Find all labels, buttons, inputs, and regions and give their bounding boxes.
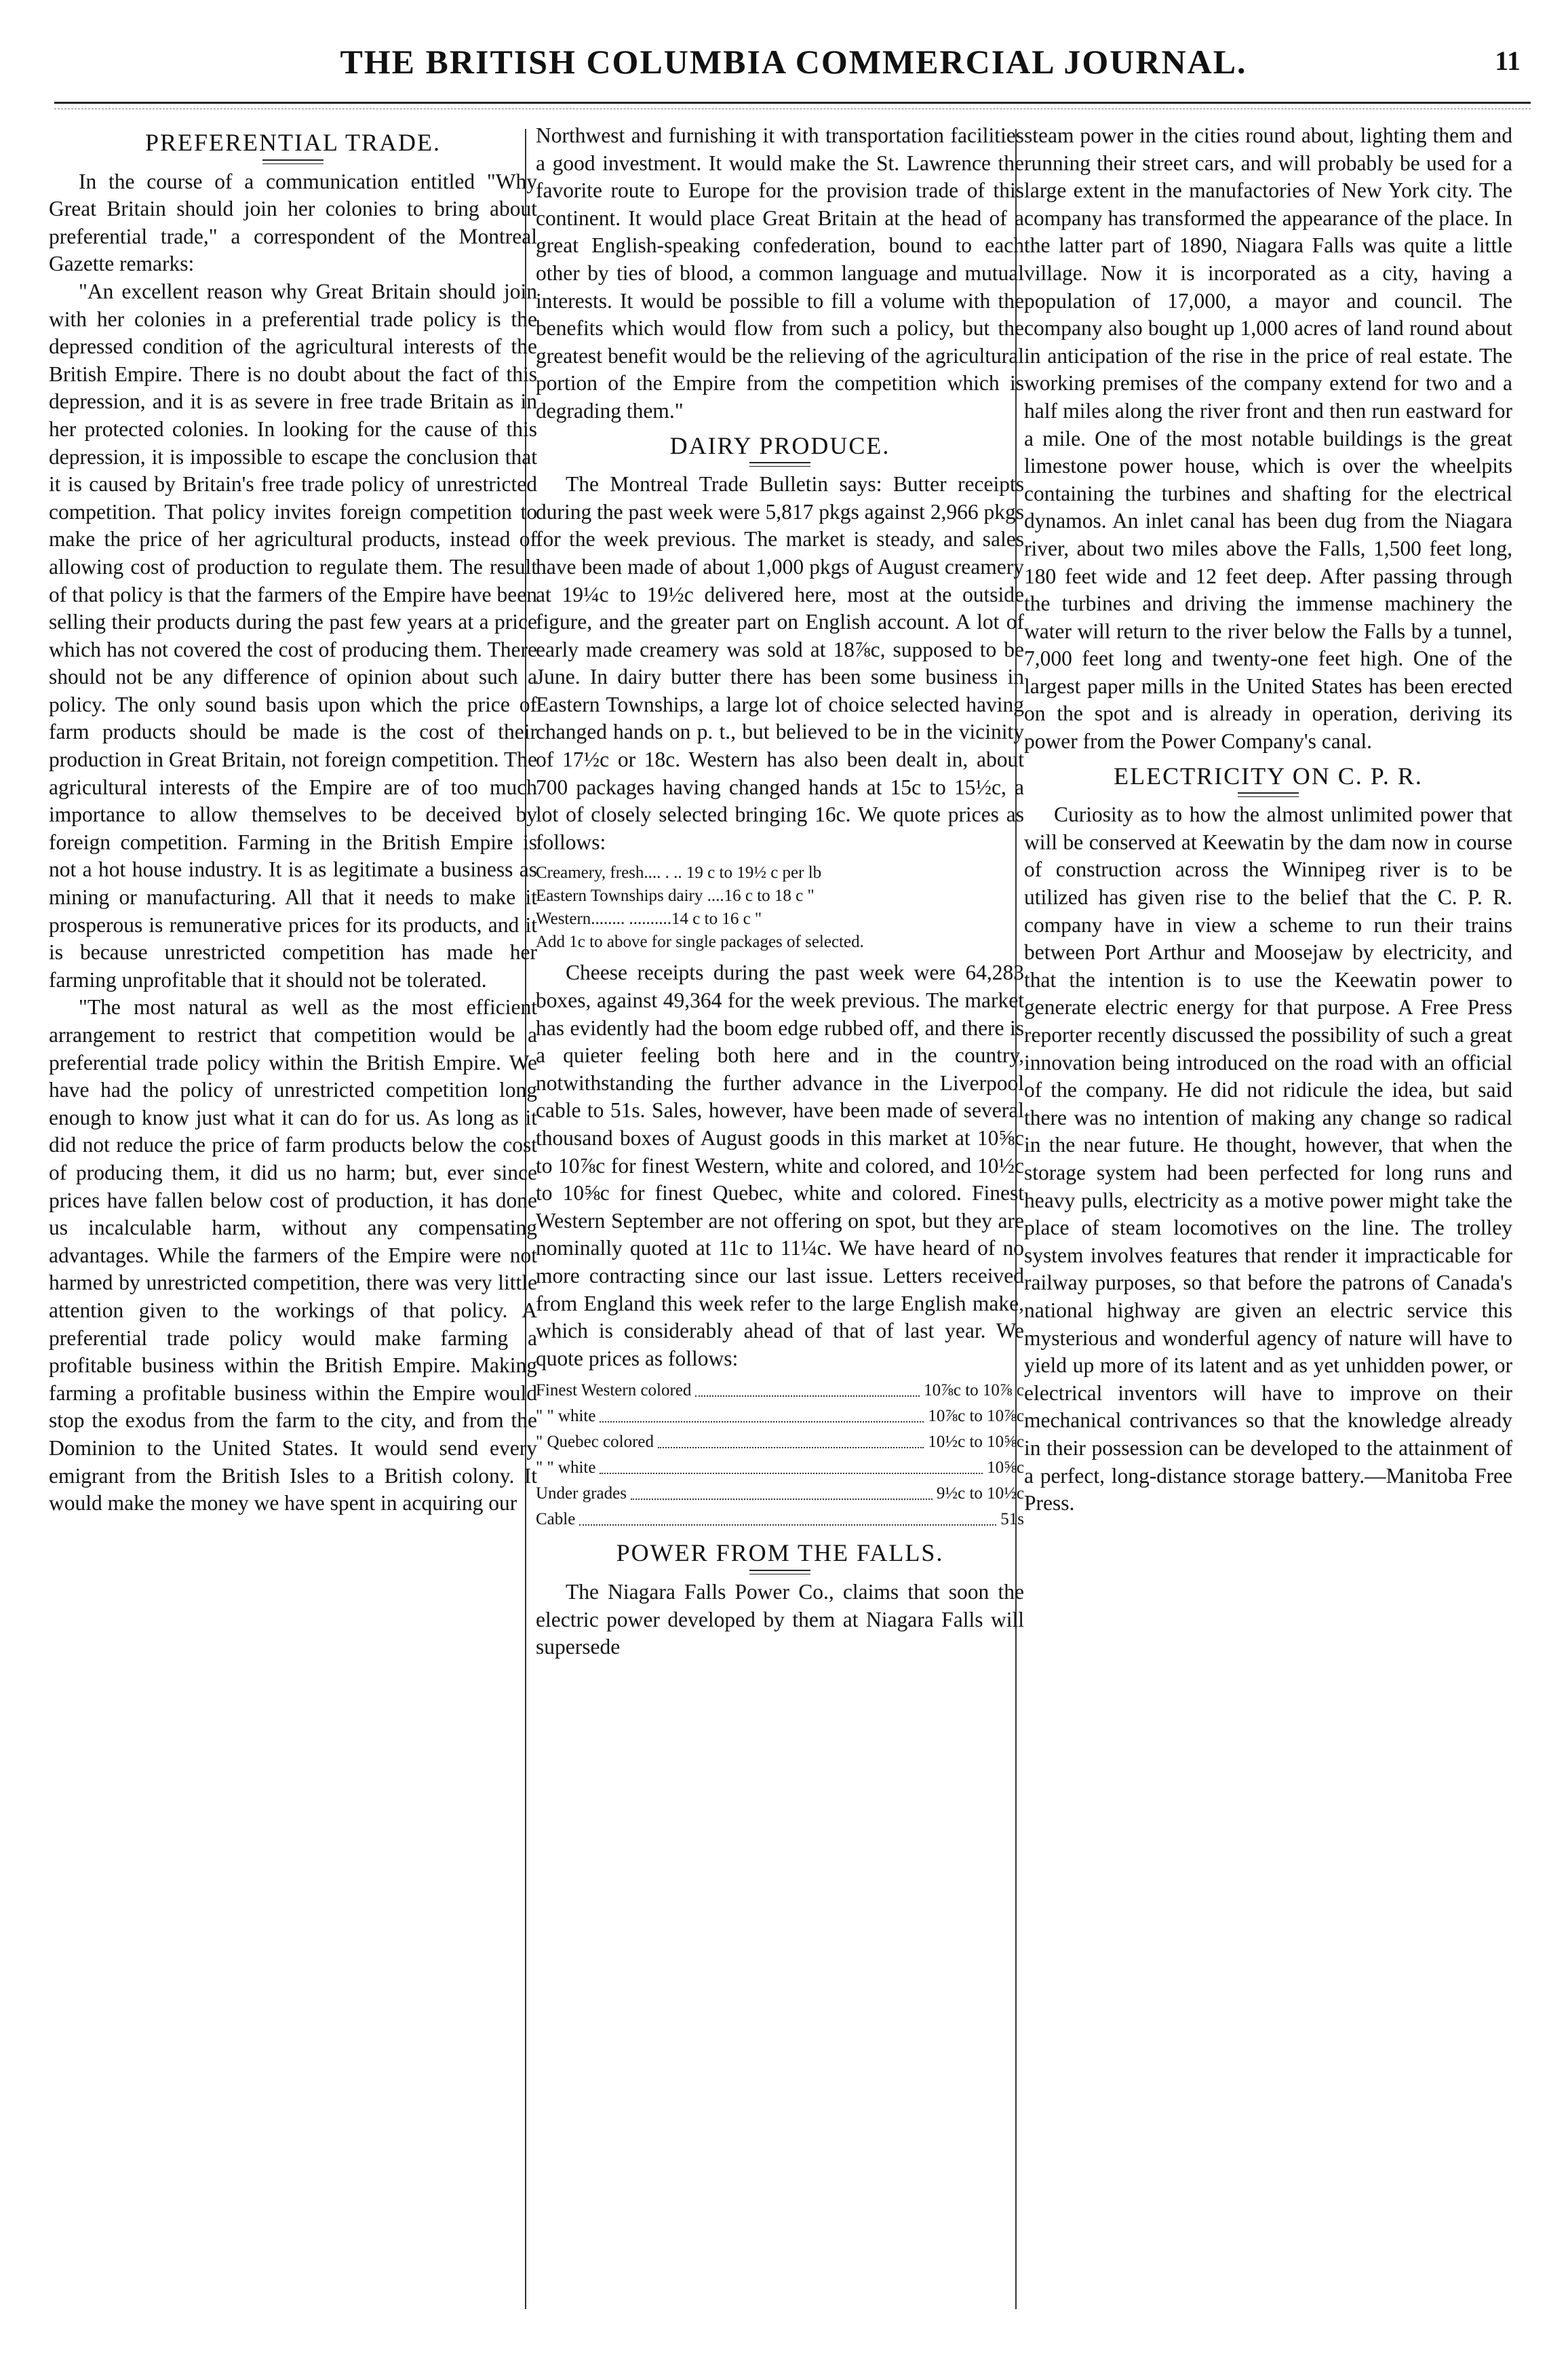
article-paragraph: Cheese receipts during the past week were 64,283 boxes, against 49,364 for the week previous. The market has evidently had the boom edge rubbed off, and there is a quieter feeling both here and in the country, notwithstanding the further advance in the Liverpool cable to 51s. Sales, however, have been made of several thousand boxes of August goods in this market at 10⅝c to 10⅞c for finest Western, white and colored, and 10½c to 10⅝c for finest Quebec, white and colored. Finest Western September are not offering on spot, but they are nominally quoted at 11c to 11¼c. We have heard of no more contracting since our last issue. Letters received from England this week refer to the large English make, which is considerably ahead of that of last year. We quote prices as follows: [536, 961, 1024, 1370]
article-heading-preferential-trade: PREFERENTIAL TRADE. [144, 129, 441, 156]
heading-rule [749, 462, 810, 467]
price-value: 10⅞c to 10⅞ c [924, 1381, 1024, 1400]
heading-rule [1238, 792, 1299, 797]
article-paragraph: In the course of a communication entitled "Why Great Britain should join her colonies to bring about preferential trade," a correspondent of the Montreal Gazette remarks: [49, 169, 537, 276]
article-heading-power-from-the-falls: POWER FROM THE FALLS. [616, 1539, 944, 1567]
article-paragraph: "The most natural as well as the most efficient arrangement to restrict that competition would be a preferential trade policy within the British Empire. We have had the policy of unrestricted competition long enough to know just what it can do for us. As long as it did not reduce the price of farm products below the cost of producing them, it did us no harm; but, ever since prices have fallen below cost of production, it has done us incalculable harm, without any compensating advantages. While the farmers of the Empire were not harmed by unrestricted competition, there was very little attention given to the workings of that policy. A preferential trade policy would make farming a profitable business within the British Empire. Making farming a profitable business within the Empire would stop the exodus from the farm to the city, and from the Dominion to the United States. It would send every emigrant from the British Isles to a British colony. It would make the money we have spent in acquiring our [49, 995, 537, 1515]
article-continuation: Northwest and furnishing it with transportation facilities a good investment. It would make the St. Lawrence the favorite route to Europe for the provision trade of this continent. It would place Great Britain at the head of a great English-speaking confederation, bound to each other by ties of blood, a common language and mutual interests. It would be possible to fill a volume with the benefits which would flow from such a policy, but the greatest benefit would be the relieving of the agricultural portion of the Empire from the competition which is degrading them." [536, 123, 1024, 423]
price-line: Western........ ..........14 c to 16 c " [536, 910, 762, 929]
price-label: Finest Western colored [536, 1381, 692, 1400]
price-label: Cable [536, 1510, 576, 1529]
price-row [536, 1429, 1024, 1455]
article-heading-electricity-on-cpr: ELECTRICITY ON C. P. R. [1114, 762, 1423, 790]
heading-rule [262, 159, 324, 164]
dot-leader [600, 1455, 983, 1474]
article-paragraph: Curiosity as to how the almost unlimited power that will be conserved at Keewatin by the dam now in course of construction across the Winnipeg river is to be utilized has given rise to the belief that the C. P. R. company have in view a scheme to run their trains between Port Arthur and Moosejaw by electricity, and that the intention is to use the Keewatin power to generate electric energy for that purpose. A Free Press reporter recently discussed the possibility of such a great innovation being introduced on the road with an official of the company. He did not ridicule the idea, but said there was no intention of making any change so radical in the near future. He thought, however, that when the storage system had been perfected for long runs and heavy pulls, electricity as a motive power might take the place of steam locomotives on the line. The trolley system involves features that render it impracticable for railway purposes, so that before the patrons of Canada's national highway are given an electric service this mysterious and wonderful agency of nature will have to yield up more of its latent and as yet unhidden power, or electrical inventors will have to improve on their mechanical contrivances so that the knowledge already in their possession can be developed to the attainment of a perfect, long-distance storage battery.—Manitoba Free Press. [1024, 802, 1512, 1515]
price-note: Add 1c to above for single packages of selected. [536, 933, 864, 952]
page-number: 11 [1495, 45, 1521, 76]
dot-leader [579, 1507, 996, 1526]
journal-title: THE BRITISH COLUMBIA COMMERCIAL JOURNAL. [340, 43, 1247, 81]
price-label: " " white [536, 1458, 596, 1477]
price-value: 10⅞c to 10⅞c [928, 1407, 1024, 1426]
price-label: " Quebec colored [536, 1433, 654, 1452]
dot-leader [631, 1481, 933, 1500]
butter-price-list [536, 862, 1024, 954]
price-row [536, 1455, 1024, 1481]
price-label: Under grades [536, 1484, 627, 1503]
price-line: Eastern Townships dairy ....16 c to 18 c " [536, 887, 815, 906]
price-value: 10½c to 10⅝c [928, 1433, 1024, 1452]
article-paragraph: "An excellent reason why Great Britain should join with her colonies in a preferential trade policy is the depressed condition of the agricultural interests of the British Empire. There is no doubt about the fact of this depression, and it is as severe in free trade Britain as in her protected colonies. In looking for the cause of this depression, it is impossible to escape the conclusion that it is caused by Britain's free trade policy of unrestricted competition. That policy invites foreign competition to make the price of her agricultural products, instead of allowing cost of production to regulate them. The result of that policy is that the farmers of the Empire have been selling their products during the past few years at a price which has not covered the cost of producing them. There should not be any difference of opinion about such a policy. The only sound basis upon which the price of farm products should be made is the cost of their production in Great Britain, not foreign competition. The agricultural interests of the Empire are of too much importance to allow themselves to be deceived by foreign competition. Farming in the British Empire is not a hot house industry. It is as legitimate a business as mining or manufacturing. All that it needs to make it prosperous is remunerative prices for its products, and it is because unrestricted competition has made her farming unprofitable that it should not be tolerated. [49, 279, 537, 992]
price-row [536, 1404, 1024, 1429]
price-row [536, 1481, 1024, 1507]
header-rule [54, 102, 1531, 104]
article-continuation: steam power in the cities round about, lighting them and running their street cars, and will probably be used for a large extent in the manufactories of New York city. The company has transformed the appearance of the place. In the latter part of 1890, Niagara Falls was quite a little village. Now it is incorporated as a city, having a population of 17,000, a mayor and council. The company also bought up 1,000 acres of land round about in anticipation of the rise in the price of real estate. The working premises of the company extend for two and a half miles along the river front and then run eastward for a mile. One of the most notable buildings is the great limestone power house, which is over the wheelpits containing the turbines and shafting for the electrical dynamos. An inlet canal has been dug from the Niagara river, about two miles above the Falls, 1,500 feet long, 180 feet wide and 12 feet deep. After passing through the turbines and driving the immense machinery the water will return to the river below the Falls by a tunnel, 7,000 feet long and twenty-one feet high. One of the largest paper mills in the United States has been erected on the spot and is already in operation, deriving its power from the Power Company's canal. [1024, 123, 1512, 754]
price-row [536, 1507, 1024, 1532]
price-value: 51s [1000, 1510, 1024, 1529]
page-header [60, 42, 1527, 90]
dot-leader [600, 1404, 924, 1423]
price-line: Creamery, fresh.... . .. 19 c to 19½ c per lb [536, 864, 822, 883]
article-paragraph: The Niagara Falls Power Co., claims that soon the electric power developed by them at Niagara Falls will supersede [536, 1579, 1024, 1659]
article-paragraph: The Montreal Trade Bulletin says: Butter receipts during the past week were 5,817 pkgs against 2,966 pkgs for the week previous. The market is steady, and sales have been made of about 1,000 pkgs of August creamery at 19¼c to 19½c delivered here, most at the outside figure, and the greater part on English account. A lot of early made creamery was sold at 18⅞c, supposed to be June. In dairy butter there has been some business in Eastern Townships, a large lot of choice selected having changed hands on p. t., but believed to be in the vicinity of 17½c or 18c. Western has also been dealt in, about 700 packages having changed hands at 15c to 15½c, a lot of closely selected bringing 16c. We quote prices as follows: [536, 472, 1024, 854]
column-3 [1024, 122, 1512, 2313]
price-row [536, 1378, 1024, 1404]
dot-leader [658, 1429, 924, 1448]
price-label: " " white [536, 1407, 596, 1426]
cheese-price-list [536, 1378, 1024, 1532]
column-2 [536, 122, 1024, 2313]
price-value: 9½c to 10½c [936, 1484, 1024, 1503]
heading-rule [749, 1570, 810, 1574]
column-1 [49, 122, 537, 2313]
article-heading-dairy-produce: DAIRY PRODUCE. [669, 431, 890, 459]
dot-leader [695, 1378, 920, 1397]
price-value: 10⅝c [987, 1458, 1024, 1477]
